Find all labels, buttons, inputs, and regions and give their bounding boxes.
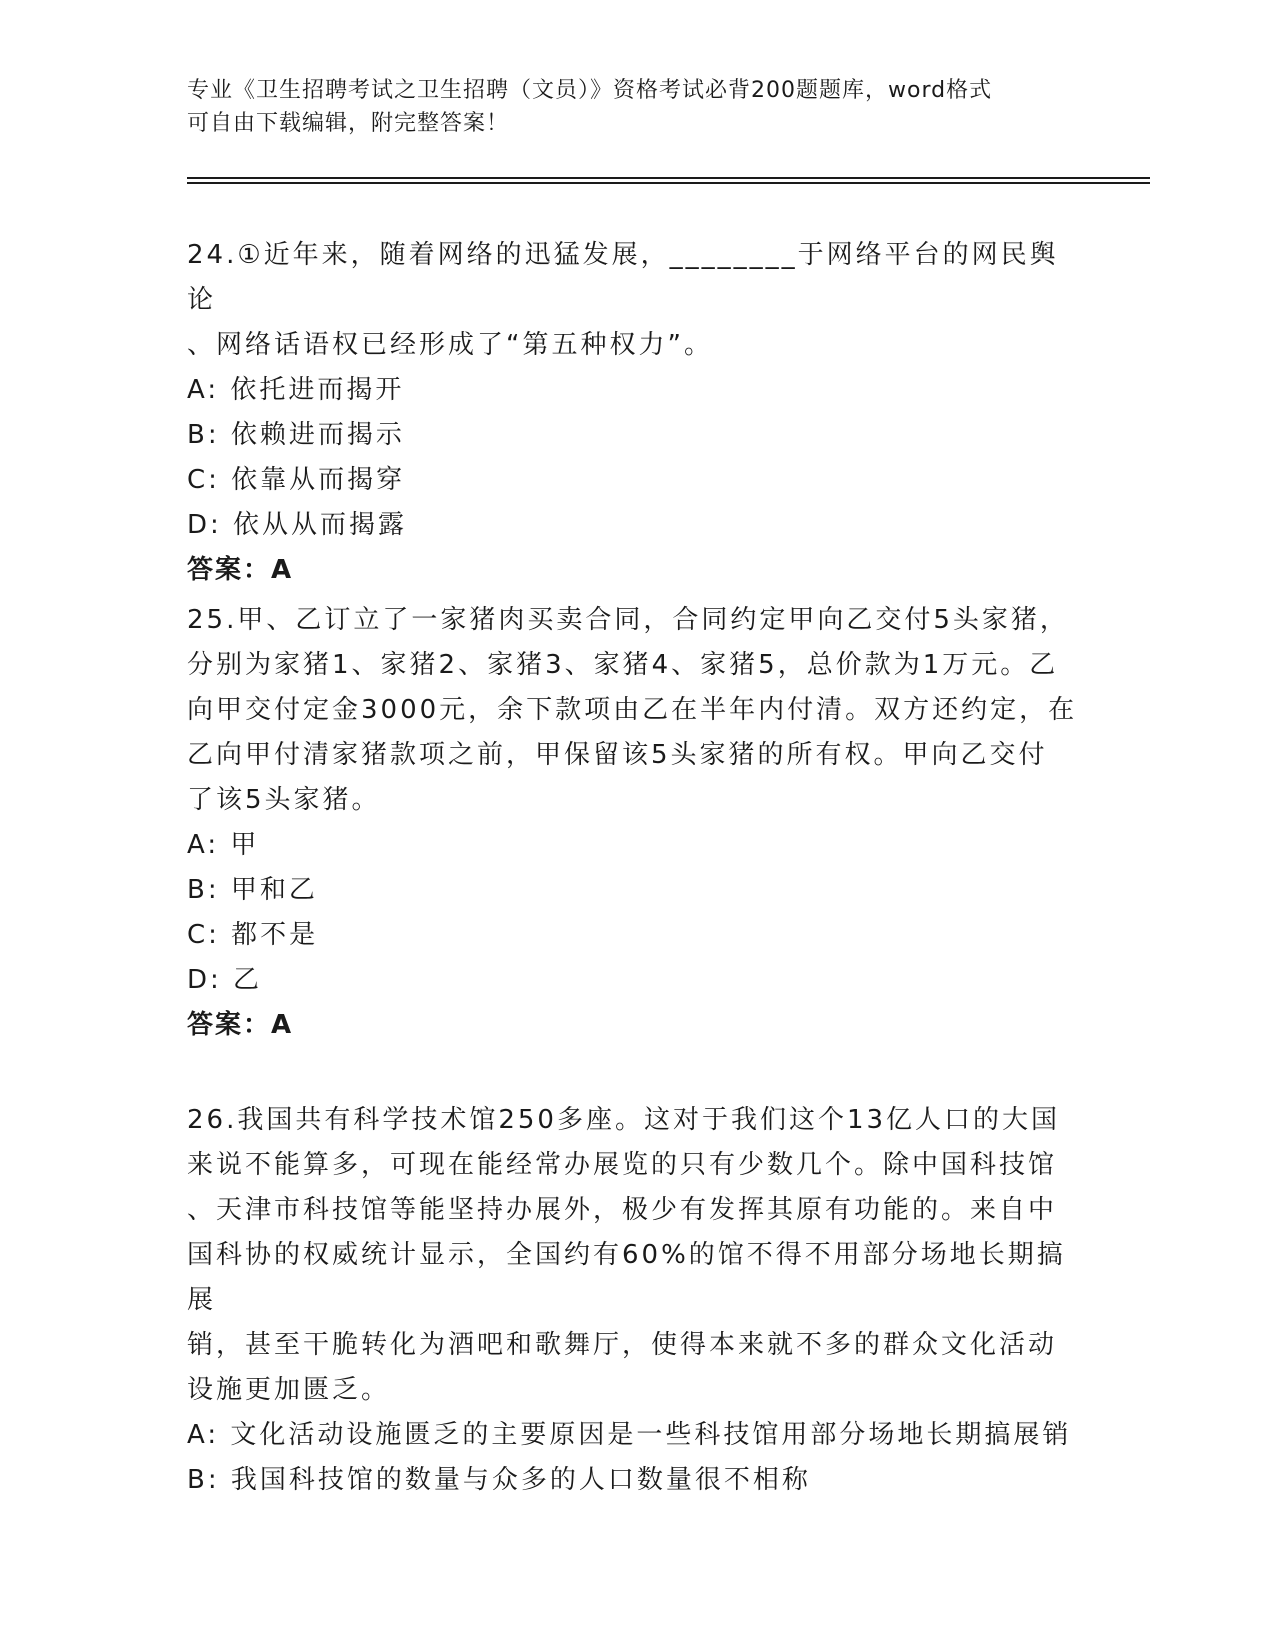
question-26-line-3: 、天津市科技馆等能坚持办展外，极少有发挥其原有功能的。来自中 [187,1195,1058,1225]
header-divider-bottom [187,182,1150,184]
question-25 [187,598,1087,1048]
question-26-line-4: 国科协的权威统计显示，全国约有60%的馆不得不用部分场地长期搞展 [187,1240,1066,1315]
question-25-answer: 答案：A [187,1010,294,1040]
question-26-line-2: 来说不能算多，可现在能经常办展览的只有少数几个。除中国科技馆 [187,1150,1058,1180]
header-divider-top [187,177,1150,179]
question-25-line-2: 分别为家猪1、家猪2、家猪3、家猪4、家猪5，总价款为1万元。乙 [187,650,1059,680]
question-25-option-c: C: 都不是 [187,920,319,950]
question-26-option-b: B: 我国科技馆的数量与众多的人口数量很不相称 [187,1465,811,1495]
question-24-answer: 答案：A [187,555,294,585]
question-26-line-6: 设施更加匮乏。 [187,1375,391,1405]
question-25-line-4: 乙向甲付清家猪款项之前，甲保留该5头家猪的所有权。甲向乙交付 [187,740,1048,770]
question-26-option-a: A: 文化活动设施匮乏的主要原因是一些科技馆用部分场地长期搞展销 [187,1420,1072,1450]
question-24-option-d: D: 依从从而揭露 [187,510,408,540]
header-line-2: 可自由下载编辑，附完整答案！ [187,111,510,136]
question-25-option-d: D: 乙 [187,965,263,995]
question-24-option-c: C: 依靠从而揭穿 [187,465,406,495]
question-24-line-2: 、网络话语权已经形成了“第五种权力”。 [187,330,713,360]
question-25-line-1: 25.甲、乙订立了一家猪肉买卖合同，合同约定甲向乙交付5头家猪， [187,605,1069,635]
question-25-option-b: B: 甲和乙 [187,875,318,905]
question-24-option-a: A: 依托进而揭开 [187,375,405,405]
question-25-option-a: A: 甲 [187,830,260,860]
question-24 [187,233,1087,593]
header-line-1: 专业《卫生招聘考试之卫生招聘（文员）》资格考试必背200题题库，word格式 [187,78,993,103]
question-25-line-5: 了该5头家猪。 [187,785,381,815]
document-header [187,74,1067,140]
question-26-line-1: 26.我国共有科学技术馆250多座。这对于我们这个13亿人口的大国 [187,1105,1061,1135]
question-26-line-5: 销，甚至干脆转化为酒吧和歌舞厅，使得本来就不多的群众文化活动 [187,1330,1058,1360]
question-24-line-1: 24.①近年来，随着网络的迅猛发展，________于网络平台的网民舆论 [187,240,1059,315]
question-25-line-3: 向甲交付定金3000元，余下款项由乙在半年内付清。双方还约定，在 [187,695,1078,725]
question-26 [187,1098,1087,1503]
question-24-option-b: B: 依赖进而揭示 [187,420,405,450]
